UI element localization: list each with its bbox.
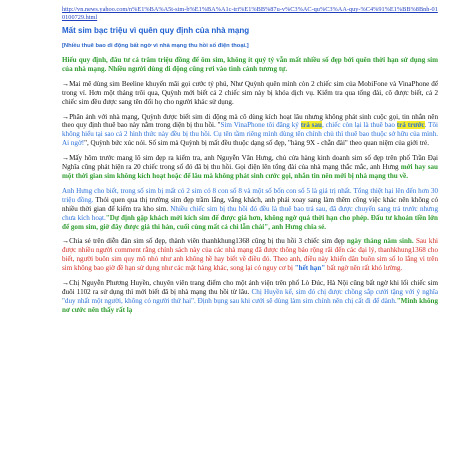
p3-emphasis: mới hay sau một thời gian sim không kích hoạt hoặc để lâu mà không phát sinh cước gọi, nhắn tin nên mới bị nhà mạng thu về. <box>62 163 438 180</box>
p4-part-a: Anh Hưng cho biết, trong số sim bị mất có 2 sim có 8 con số 8 và một số bốn con số 5 là giá trị nhất. Tổng thiệt hại lên đến hơn 30 triệu đồng. <box>62 186 438 204</box>
article-url-link[interactable]: http://vn.news.yahoo.com/n%E1%BA%A5t-sim-b%E1%BA%A1c-tri%E1%BB%87u-v%C3%AC-qu%C3%AA-quy-%C4%91%E1%BB%8Bnh-010100729.html <box>62 6 438 21</box>
paragraph-6: →Chị Nguyễn Phương Huyền, chuyên viên trang điểm cho một ảnh viện trên phố Lò Đúc, Hà Nội cũng bất ngờ khi lối chiếc sim đuôi 1102 ra sử dụng thì mới biết đã bị nhà mạng thu hồi từ lâu. Chị Huyền kể, sim đó chị được chồng sắp cưới tặng với ý nghĩa "duy nhất một người, không có người thứ hai". Định bụng sau khi cưới sẽ dùng làm sim chính nên chị cất đi để dành."Minh không nơ cước nên thấy rất lạ <box>62 279 438 314</box>
paragraph-5: →Chia sẻ trên diễn đàn sim số đẹp, thành viên thanhkhung1368 cũng bị thu hồi 3 chiếc sim đẹp ngày tháng năm sinh. Sau khi được nhiều người comment rằng chính sách này của các nhà mạng đã được thông báo rộng rãi đến các đại lý, thanhkhung1368 cho biết, người buôn sim quy mô nhỏ như anh không hề hay biết về điều đó. Theo anh, điều này khiến dân buôn sim số lo lắng vì trên sim không bao giờ đề hạn sử dụng như các mặt hàng khác, song lại có nguy cơ bị "hết hạn" bất ngờ nên rất khó lường. <box>62 237 438 273</box>
p5-red-end: bất ngờ nên rất khó lường. <box>325 264 403 273</box>
paragraph-2 <box>62 113 438 149</box>
p5-emphasis: ngày tháng năm sinh. <box>346 237 414 246</box>
p2-quote: Sim VinaPhone tôi đăng ký trả sau, chiếc còn lại là thuê bao trả trước. Tôi không hiểu tại sao cả 2 hình thức này đều bị thu hồi. Cụ tên tầm riêng mình dùng tên chính chủ thì thuê bao thuộc sở hữu của mình. Ai ngờ! <box>62 121 438 148</box>
p6-part-b: Chị Huyền kể, sim đó chị được chồng sắp cưới tặng với ý nghĩa "duy nhất một người, không có người thứ hai". Định bụng sau khi cưới sẽ dùng làm sim chính nên chị cất đi để dành. <box>62 287 438 305</box>
paragraph-1: →Mai mê dùng sim Beeline khuyến mãi gọi cước tỷ phú, Như Quỳnh quên mình còn 2 chiếc sim của MobiFone và VinaPhone để trong ví. Hơn một tháng trôi qua, Quỳnh mới biết cả 2 chiếc sim này bị khóa dịch vụ. Kiểm tra qua tổng đài, cô được biết, cả 2 chiếc sim đều được sang tên đổi họ cho người khác sử dụng. <box>62 79 438 106</box>
article-title: Mất sim bạc triệu vì quên quy định của nhà mạng <box>62 26 250 35</box>
p5-het-han: "hết hạn" <box>294 264 326 273</box>
paragraph-4: Anh Hưng cho biết, trong số sim bị mất có 2 sim có 8 con số 8 và một số bốn con số 5 là giá trị nhất. Tổng thiệt hại lên đến hơn 30 triệu đồng. Thói quen qua thị trường sim đẹp trầm lắng, vắng khách, anh phải xoay sang làm thêm công việc khác nên không có nhiều thời gian để kiểm tra kho sim. Nhiều chiếc sim bị thu hồi đó đều là thuê bao trả sau, đã được chuyển sang trả trước nhưng chưa kích hoạt."Dự định gặp khách mới kích sim để được giá hơn, không ngờ quá thời hạn cho phép. Đấu tư khoản tiền lớn để gom sim, giờ đây được giá thì hàn, cuối cùng mất cả chì lẫn chài", anh Hưng chia sẻ. <box>62 186 438 231</box>
paragraph-3: →Mấy hôm trước mang lô sim đẹp ra kiểm tra, anh Nguyễn Văn Hưng, chủ cửa hàng kinh doanh sim số đẹp trên phố Trần Đại Nghĩa cũng phát hiện ra 20 chiếc trong số đó đã bị thu hồi. Gọi điện lên tổng đài của nhà mạng thắc mắc, anh Hưng mới hay sau một thời gian sim không kích hoạt hoặc để lâu mà không phát sinh cước gọi, nhắn tin nên mới bị nhà mạng thu về. <box>62 154 438 180</box>
p6-part-c: "Minh không nơ cước nên thấy rất lạ <box>62 296 438 314</box>
p2-part-a: →Phân ảnh với nhà mạng, Quỳnh được biết sim di động mà cô dùng kích hoạt lâu nhưng không phát sinh cuộc gọi, tin nhắn nên theo quy định thuê bao này nằm trong diện bị thu hồi. " <box>62 112 438 130</box>
lead-paragraph: Hiếu quy định, đâu tư cả trăm triệu đồng để ôm sim, không ít quý tỷ vẫn mất nhiều số đẹp bởi quên thời hạn sử dụng sim của nhà mạng. Nhiều người dùng di động cũng rơi vào tình cảnh tương tự. <box>62 56 438 73</box>
p2-part-e: ", Quỳnh bức xúc nói. Số sim mà Quỳnh bị mất đều thuộc dạng số đẹp, "hàng 9X - chẵn đài" theo quan niệm của giới trẻ. <box>84 139 429 148</box>
p5-red-text: Sau khi được nhiều người comment rằng chính sách này của các nhà mạng đã được thông báo rộng rãi đến các đại lý, thanhkhung1368 cho biết, người buôn sim quy mô nhỏ như anh không hề hay biết về điều đó. Theo anh, điều này khiến dân buôn sim số lo lắng vì trên sim không bao giờ đề hạn sử dụng như các mặt hàng khác, song lại có nguy cơ bị <box>62 237 438 273</box>
highlight-tra-truoc: trả trước <box>396 121 425 130</box>
p4-quote: "Dự định gặp khách mới kích sim để được giá hơn, không ngờ quá thời hạn cho phép. Đấu tư khoản tiền lớn để gom sim, giờ đây được giá thì hàn, cuối cùng mất cả chì lẫn chài", anh Hưng chia sẻ. <box>62 213 438 231</box>
article-subhead: [Nhiều thuê bao di động bất ngờ vì nhà mạng thu hồi số điện thoại.] <box>62 43 249 49</box>
p4-part-c: Nhiều chiếc sim bị thu hồi đó đều là thuê bao trả sau, đã được chuyển sang trả trước nhưng chưa kích hoạt. <box>62 204 438 222</box>
highlight-tra-sau: trả sau <box>300 121 322 130</box>
